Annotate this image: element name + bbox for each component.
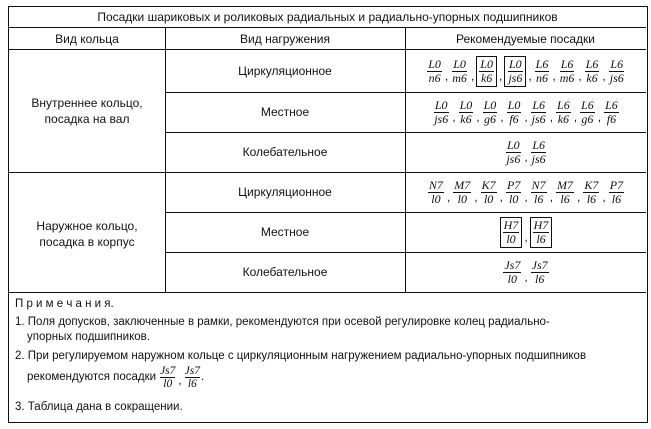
load-label-outer-oscillating: Колебательное [242,265,328,279]
ring-label-inner: Внутреннее кольцо, посадка на вал [31,96,143,126]
fits-outer-circulating [406,175,646,209]
note-2-text: рекомендуются посадки [27,371,157,383]
fit-numerator: M7 [454,177,471,192]
fit-separator: , [524,190,528,204]
fit-l0-m6 [450,58,469,85]
load-label-inner-circulating: Циркуляционное [238,64,332,78]
fit-denominator: k6 [557,111,570,126]
fit-numerator: L0 [483,97,497,112]
fit-denominator: l6 [586,191,597,206]
fit-denominator: l0 [507,271,517,286]
fit-l0-n6 [426,58,443,85]
note-fit-js7-l6 [185,365,200,390]
fit-separator: , [597,110,602,124]
note-2-line-2 [27,365,204,390]
fit-denominator: js6 [508,70,523,85]
fit-separator: , [500,110,504,124]
fit-denominator: l0 [163,378,173,390]
header-recommended-fits: Рекомендуемые посадки [456,32,595,46]
fit-numerator: L0 [434,97,448,112]
rule-notes [9,292,646,293]
fit-l6-m6 [558,58,577,85]
fit-denominator: l0 [431,191,441,206]
fit-denominator: m6 [452,70,467,85]
fit-l6-js6 [530,139,548,166]
header-ring-type: Вид кольца [55,32,119,46]
fit-numerator: M7 [557,177,574,192]
fit-separator: , [446,190,451,204]
fit-denominator: js6 [609,70,624,85]
fit-l6-js6 [530,99,548,126]
fit-m7-l0 [452,179,472,206]
bearing-fits-table [8,6,648,423]
fit-js7-l0 [502,259,522,286]
fit-separator: , [573,110,578,124]
fit-separator: , [528,69,532,83]
fits-inner-oscillating [406,135,646,169]
fit-l6-js6 [608,58,626,85]
fit-denominator: k6 [480,70,493,85]
fit-k7-l6 [582,179,600,206]
fit-denominator: f6 [509,111,519,126]
fit-h7-l0-boxed [500,217,523,248]
fit-numerator: L6 [560,56,574,71]
load-label-inner-oscillating: Колебательное [242,145,328,159]
ring-label-outer: Наружное кольцо, посадка в корпус [36,219,138,249]
fit-denominator: n6 [428,70,441,85]
fit-denominator: l6 [534,191,544,206]
note-fit-js7-l0 [160,365,175,390]
fit-n7-l0 [427,179,445,206]
fit-numerator: L0 [506,137,520,152]
fit-p7-l0 [505,179,522,206]
fit-l6-k6 [584,58,601,85]
fit-l0-k6 [458,99,475,126]
notes-heading: П р и м е ч а н и я. [15,298,114,310]
fit-numerator: L0 [428,56,441,71]
fit-denominator: m6 [559,70,575,85]
fit-numerator: K7 [584,177,599,192]
fit-denominator: g6 [483,111,496,126]
fit-denominator: l6 [187,378,197,390]
fit-numerator: N7 [428,177,443,192]
fit-l0-js6-boxed [504,56,526,87]
fit-k7-l0 [480,179,498,206]
fit-separator: , [602,190,606,204]
fit-separator: , [577,190,581,204]
fit-separator: , [549,110,554,124]
fit-denominator: k6 [586,70,598,85]
fit-n7-l6 [530,179,548,206]
fit-separator: , [524,150,528,164]
fits-outer-oscillating [406,255,646,289]
fit-l6-f6 [603,99,620,126]
fit-separator: , [452,110,456,124]
fit-h7-l6-boxed [530,217,553,248]
fit-l6-k6 [555,99,572,126]
fit-numerator: H7 [503,217,519,232]
fit-separator: , [524,270,528,284]
fit-numerator: L6 [610,56,624,71]
fit-js7-l6 [530,259,550,286]
fit-l0-g6 [482,99,499,126]
rule-title [9,27,646,28]
fit-l6-n6 [534,58,551,85]
fit-separator: , [474,190,478,204]
fit-separator: , [499,190,503,204]
fit-separator: , [578,69,582,83]
fit-denominator: l6 [560,191,570,206]
fit-l0-k6-boxed [476,56,497,87]
fit-l0-js6 [432,99,450,126]
note-1-line-1: 1. Поля допусков, заключенные в рамки, рекомендуются при осевой регулировке колец радиально- [15,316,550,328]
fit-denominator: l6 [536,231,546,246]
load-label-outer-circulating: Циркуляционное [238,185,332,199]
fit-numerator: N7 [531,177,546,192]
header-load-type: Вид нагружения [240,32,330,46]
fit-numerator: L6 [532,137,546,152]
note-1-line-2: упорных подшипников. [27,331,150,343]
fit-denominator: l6 [535,271,545,286]
fit-numerator: L0 [453,56,466,71]
fit-numerator: K7 [481,177,496,192]
fits-outer-local [406,215,646,249]
fit-separator: , [549,190,554,204]
fit-denominator: n6 [536,70,549,85]
fit-m7-l6 [555,179,575,206]
fit-denominator: js6 [434,111,449,126]
fit-denominator: l6 [611,191,622,206]
note-3: 3. Таблица дана в сокращении. [15,401,183,413]
fit-l0-js6 [504,139,522,166]
fit-numerator: L6 [605,97,618,112]
fit-separator: , [524,230,528,244]
fit-l6-g6 [579,99,596,126]
note-2-period: . [200,371,205,383]
fit-denominator: js6 [531,151,546,166]
load-label-outer-local: Местное [260,225,310,239]
fit-numerator: L6 [535,56,549,71]
fit-l0-f6 [506,99,523,126]
fit-separator: , [602,69,606,83]
fit-denominator: f6 [606,111,617,126]
fit-denominator: g6 [581,111,594,126]
note-2-line-1: 2. При регулируемом наружном кольце с циркуляционным нагружением радиально-упорных подшипников [15,350,587,362]
fit-separator: , [470,69,475,83]
fit-numerator: L0 [459,97,473,112]
fits-inner-circulating [406,54,646,88]
fit-denominator: l0 [506,231,516,246]
fit-separator: , [444,69,449,83]
fit-numerator: L6 [532,97,546,112]
fit-p7-l6 [608,179,625,206]
fit-numerator: Js7 [160,365,176,377]
fit-separator: , [552,69,556,83]
table-title: Посадки шариковых и роликовых радиальных и радиально-упорных подшипников [97,10,558,24]
fit-denominator: l0 [457,191,467,206]
load-label-inner-local: Местное [260,105,310,119]
fit-denominator: k6 [460,111,472,126]
fits-inner-local [406,95,646,129]
fit-denominator: js6 [506,151,521,166]
fit-separator: , [498,69,503,83]
fit-numerator: P7 [506,177,521,192]
fit-separator: , [178,375,182,387]
fit-numerator: L0 [480,56,493,71]
note-2-fits [159,365,201,390]
fit-denominator: l0 [508,191,519,206]
fit-denominator: js6 [531,111,546,126]
fit-numerator: L0 [508,56,522,71]
fit-separator: , [476,110,480,124]
fit-numerator: L6 [557,97,570,112]
fit-numerator: L6 [581,97,594,112]
fit-denominator: l0 [483,191,494,206]
fit-numerator: Js7 [184,365,200,377]
fit-separator: , [524,110,528,124]
fit-numerator: L0 [507,97,521,112]
rule-group-split [9,172,646,173]
fit-numerator: H7 [533,217,549,232]
fit-numerator: Js7 [531,257,548,272]
rule-header [9,49,646,50]
fit-numerator: P7 [609,177,624,192]
fit-numerator: Js7 [504,257,521,272]
fit-numerator: L6 [585,56,599,71]
